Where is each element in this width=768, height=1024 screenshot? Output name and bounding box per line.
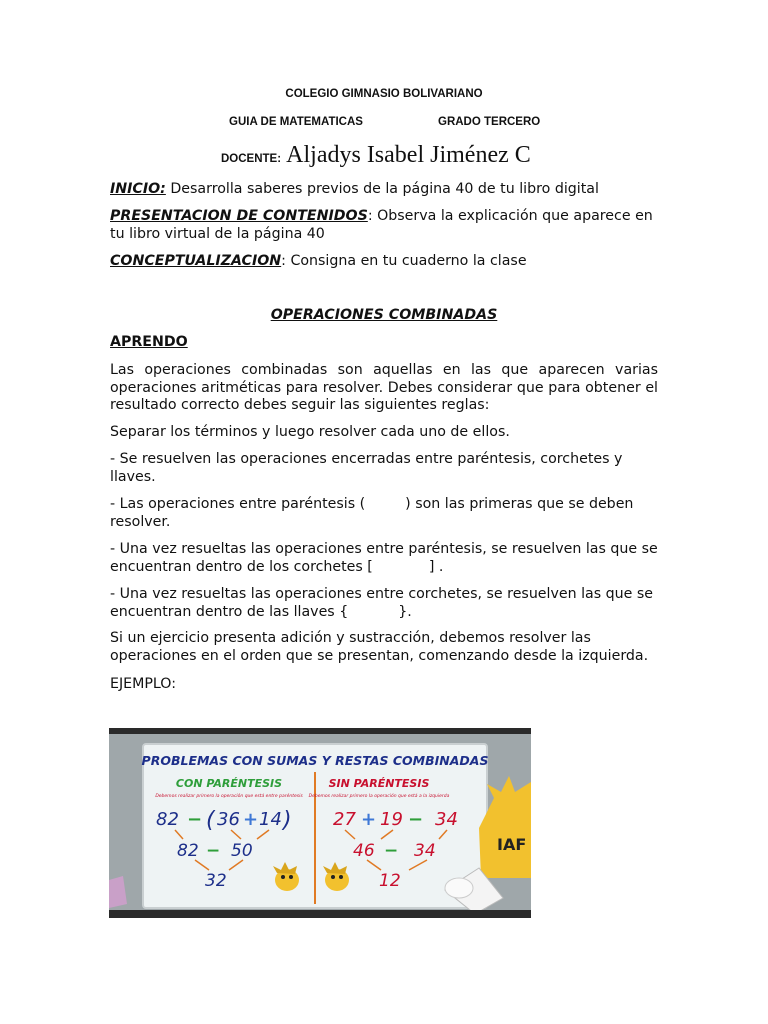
rule-2 [110, 496, 658, 531]
mascot-eye [281, 875, 285, 879]
left-hint: Debemos realizar primero la operación que está entre paréntesis [155, 794, 303, 799]
rule-3-start: - Una vez resueltas las operaciones entre paréntesis, se resuelven las que se encuentran dentro de los corchetes [ [110, 541, 658, 575]
left-number-c: 14 [259, 809, 282, 830]
right-minus-op: − [408, 809, 424, 830]
rule-4 [110, 586, 658, 621]
left-plus-op: + [243, 809, 259, 830]
rule-5: Si un ejercicio presenta adición y sustracción, debemos resolver las operaciones en el orden que se presentan, comenzando desde la izquierda. [110, 630, 649, 664]
right-number-b: 19 [380, 809, 403, 830]
conceptualizacion-text: : Consigna en tu cuaderno la clase [281, 253, 527, 269]
left-open-paren: ( [206, 808, 215, 833]
guide-title: GUIA DE MATEMATICAS [229, 116, 363, 128]
example-image [109, 728, 531, 918]
ejemplo-label: EJEMPLO: [110, 676, 177, 692]
rule-4-end: }. [398, 603, 412, 620]
left-heading: CON PARÉNTESIS [175, 777, 283, 790]
mascot-eye [331, 875, 335, 879]
teacher-name: Aljadys Isabel Jiménez C [286, 142, 531, 168]
rule-4-start: - Una vez resueltas las operaciones entre corchetes, se resuelven las que se encuentran dentro de las llaves { [110, 586, 653, 620]
rule-1: - Se resuelven las operaciones encerradas entre paréntesis, corchetes y llaves. [110, 451, 623, 485]
right-equation [333, 809, 458, 830]
left-step-b: 50 [231, 841, 253, 861]
rule-3 [110, 541, 658, 576]
right-number-c: 34 [435, 809, 458, 830]
left-minus-op: − [187, 809, 203, 830]
right-plus-op: + [361, 809, 377, 830]
rule-2-start: - Las operaciones entre paréntesis ( [110, 496, 366, 512]
large-mascot-hand [445, 878, 473, 898]
right-number-a: 27 [333, 809, 356, 830]
conceptualizacion-paragraph [110, 253, 658, 271]
example-board-illustration [109, 728, 531, 918]
inicio-paragraph [110, 181, 658, 199]
left-result: 32 [205, 871, 227, 891]
right-result: 12 [379, 871, 401, 891]
inicio-label: INICIO: [110, 181, 166, 197]
board-title: PROBLEMAS CON SUMAS Y RESTAS COMBINADAS [141, 753, 489, 768]
left-step-a: 82 [177, 841, 199, 861]
lesson-title: OPERACIONES COMBINADAS [270, 307, 498, 323]
left-number-b: 36 [217, 809, 240, 830]
rule-2-end: ) son las primeras que se deben resolver. [110, 496, 634, 530]
left-step-op: − [206, 841, 221, 861]
intro-paragraph: Las operaciones combinadas son aquellas en las que aparecen varias operaciones aritméticas para resolver. Debes considerar que para obtener el resultado correcto debes seguir las siguientes reglas: [110, 362, 658, 413]
right-hint: Debemos realizar primero la operación que está a la izquierda [308, 794, 450, 799]
presentacion-label: PRESENTACION DE CONTENIDOS [110, 208, 368, 224]
teacher-line [221, 142, 531, 169]
lesson-title-wrap [0, 307, 768, 323]
large-mascot-text: IAF [497, 835, 527, 854]
right-heading: SIN PARÉNTESIS [328, 777, 430, 790]
inicio-text: Desarrolla saberes previos de la página 40 de tu libro digital [165, 181, 599, 197]
presentacion-text: : Observa la explicación que aparece en tu libro virtual de la página 40 [110, 208, 653, 242]
aprendo-heading: APRENDO [110, 334, 188, 350]
separar-paragraph: Separar los términos y luego resolver cada uno de ellos. [110, 424, 510, 440]
conceptualizacion-label: CONCEPTUALIZACION [110, 253, 282, 269]
teacher-label: DOCENTE: [221, 153, 282, 165]
aprendo-wrap [110, 334, 658, 352]
right-step-op: − [384, 841, 399, 861]
right-step-b: 34 [414, 841, 436, 861]
mascot-eye [289, 875, 293, 879]
left-number-a: 82 [156, 809, 179, 830]
right-step-a: 46 [353, 841, 375, 861]
school-name: COLEGIO GIMNASIO BOLIVARIANO [285, 88, 483, 100]
mascot-eye [339, 875, 343, 879]
left-equation [156, 808, 292, 833]
grade-label: GRADO TERCERO [438, 116, 541, 128]
frame-bottom-bar [109, 910, 531, 918]
rule-3-end: ] . [428, 558, 444, 575]
presentacion-paragraph [110, 208, 658, 243]
left-close-paren: ) [283, 808, 292, 833]
